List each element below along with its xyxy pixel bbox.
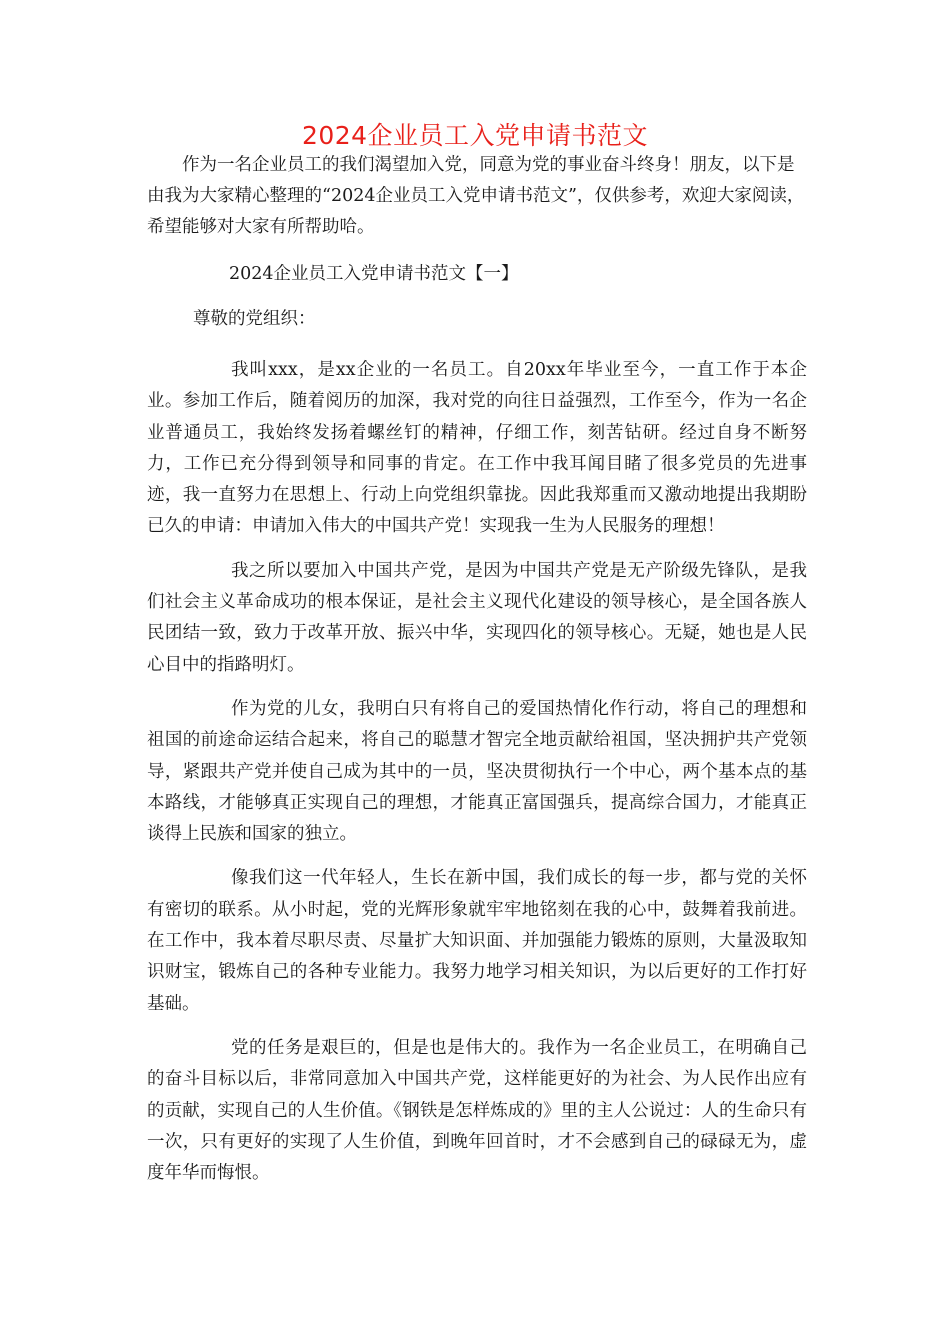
salutation: 尊敬的党组织：: [193, 309, 316, 329]
body-paragraph-4: 像我们这一代年轻人，生长在新中国，我们成长的每一步，都与党的关怀有密切的联系。从小时起，党的光辉形象就牢牢地铭刻在我的心中，鼓舞着我前进。在工作中，我本着尽职尽责、尽量扩大知识面、并加强能力锻炼的原则，大量汲取知识财宝，锻炼自己的各种专业能力。我努力地学习相关知识，为以后更好的工作打好基础。: [147, 868, 807, 1014]
document-title: 2024企业员工入党申请书范文: [301, 121, 649, 150]
body-paragraph-2: 我之所以要加入中国共产党，是因为中国共产党是无产阶级先锋队，是我们社会主义革命成功的根本保证，是社会主义现代化建设的领导核心，是全国各族人民团结一致，致力于改革开放、振兴中华，实现四化的领导核心。无疑，她也是人民心目中的指路明灯。: [147, 560, 807, 675]
body-paragraph-3: 作为党的儿女，我明白只有将自己的爱国热情化作行动，将自己的理想和祖国的前途命运结合起来，将自己的聪慧才智完全地贡献给祖国，坚决拥护共产党领导，紧跟共产党并使自己成为其中的一员，坚决贯彻执行一个中心，两个基本点的基本路线，才能够真正实现自己的理想，才能真正富国强兵，提高综合国力，才能真正谈得上民族和国家的独立。: [147, 698, 807, 845]
document-body: [147, 150, 807, 1189]
section-heading: 2024企业员工入党申请书范文【一】: [229, 264, 519, 284]
body-paragraph-1: 我叫xxx，是xx企业的一名员工。自20xx年毕业至今，一直工作于本企业。参加工作后，随着阅历的加深，我对党的向往日益强烈，工作至今，作为一名企业普通员工，我始终发扬着螺丝钉的精神，仔细工作，刻苦钻研。经过自身不断努力，工作已充分得到领导和同事的肯定。在工作中我耳闻目睹了很多党员的先进事迹，我一直努力在思想上、行动上向党组织靠拢。因此我郑重而又激动地提出我期盼已久的申请：申请加入伟大的中国共产党！实现我一生为人民服务的理想！: [147, 360, 807, 537]
intro-paragraph: 作为一名企业员工的我们渴望加入党，同意为党的事业奋斗终身！朋友，以下是由我为大家精心整理的“2024企业员工入党申请书范文”，仅供参考，欢迎大家阅读，希望能够对大家有所帮助哈。: [147, 155, 805, 237]
body-paragraph-5: 党的任务是艰巨的，但是也是伟大的。我作为一名企业员工，在明确自己的奋斗目标以后，非常同意加入中国共产党，这样能更好的为社会、为人民作出应有的贡献，实现自己的人生价值。《钢铁是怎样炼成的》里的主人公说过：人的生命只有一次，只有更好的实现了人生价值，到晚年回首时，才不会感到自己的碌碌无为，虚度年华而悔恨。: [147, 1037, 807, 1184]
